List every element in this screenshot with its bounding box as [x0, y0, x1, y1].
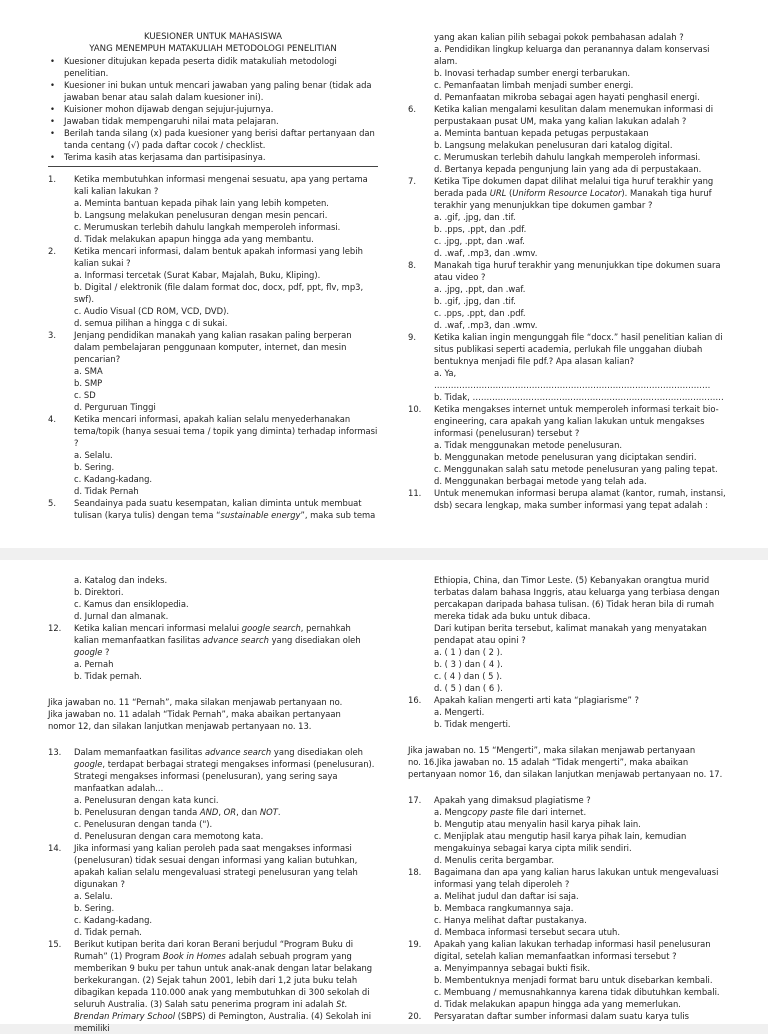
option-a[interactable]: a. Pendidikan lingkup keluarga dan peranannya dalam konservasi alam.	[434, 44, 710, 66]
question-text: yang akan kalian pilih sebagai pokok pembahasan adalah ?	[434, 32, 684, 42]
option-a[interactable]: a. Melihat judul dan daftar isi saja.	[434, 891, 579, 901]
option-d[interactable]: d. Menulis cerita bergambar.	[434, 855, 555, 865]
question-text: Dalam memanfaatkan fasilitas advance search yang disediakan oleh google, terdapat berbagai strategi mengakses informasi (penelusuran). Strategi mengakses informasi (penelusuran), yang sering saya manfaatkan adalah...	[74, 747, 375, 793]
question-text: Ketika Tipe dokumen dapat dilihat melalui tiga huruf terakhir yang berada pada URL (Uniform Resource Locator). Manakah tiga huruf terakhir yang menunjukkan tipe dokumen gambar ?	[434, 176, 714, 210]
option-a[interactable]: a. SMA	[74, 366, 103, 376]
bullet-icon: •	[50, 80, 55, 90]
instruction-item: • Berilah tanda silang (x) pada kuesioner yang berisi daftar pertanyaan dan tanda centang (√) pada daftar cocok / checklist.	[50, 128, 375, 150]
question-text: Apakah kalian mengerti arti kata “plagiarisme” ?	[434, 695, 639, 705]
question-text: Apakah yang dimaksud plagiatisme ?	[434, 795, 591, 805]
page1-right-column	[408, 31, 733, 511]
option-d[interactable]: d. Perguruan Tinggi	[74, 402, 156, 412]
option-c[interactable]: c. Hanya melihat daftar pustakanya.	[434, 915, 587, 925]
question-7: 7. Ketika Tipe dokumen dapat dilihat melalui tiga huruf terakhir yang berada pada URL (Uniform Resource Locator). Manakah tiga huruf terakhir yang menunjukkan tipe dokumen gambar ? a. .gif, .jpg, dan .tif. b. .pps, .ppt, dan .pdf. c. .jpg, .ppt, dan .waf. d. .waf, .mp3, dan .wmv.	[408, 175, 733, 259]
option-b[interactable]: b. SMP	[74, 378, 103, 388]
question-text: Ketika kalian ingin mengunggah file “docx.” hasil penelitian kalian di situs publikasi seperti academia, perlukah file unggahan diubah bentuknya menjadi file pdf.? Apa alasan kalian?	[434, 332, 723, 366]
skip-note-line: Jika jawaban no. 15 “Mengerti”, maka silakan menjawab pertanyaan	[408, 745, 696, 755]
skip-note-line: nomor 12, dan silakan lanjutkan menjawab pertanyaan no. 13.	[48, 721, 312, 731]
question-text: Jika informasi yang kalian peroleh pada saat mengakses informasi (penelusuran) tidak sesuai dengan informasi yang kalian butuhkan, apakah kalian selalu mengevaluasi strategi penelusuran yang telah digunakan ?	[74, 843, 358, 889]
option-b[interactable]: b. Direktori.	[74, 587, 124, 597]
question-13: 13. Dalam memanfaatkan fasilitas advance search yang disediakan oleh google, terdapat berbagai strategi mengakses informasi (penelusuran). Strategi mengakses informasi (penelusuran), yang sering saya manfaatkan adalah... a. Penelusuran dengan kata kunci. b. Penelusuran dengan tanda AND, OR, dan NOT. c. Penelusuran dengan tanda ("). d. Penelusuran dengan cara memotong kata.	[48, 746, 378, 842]
question-text: Ketika kalian mengalami kesulitan dalam menemukan informasi di perpustakaan pusat UM, maka yang kalian lakukan adalah ?	[434, 104, 714, 126]
option-b[interactable]: b. .pps, .ppt, dan .pdf.	[434, 224, 527, 234]
option-b[interactable]: b. Langsung melakukan penelusuran dengan mesin pencari.	[74, 210, 328, 220]
question-text: Manakah tiga huruf terakhir yang menunjukkan tipe dokumen suara atau video ?	[434, 260, 721, 282]
question-4: 4. Ketika mencari informasi, apakah kalian selalu menyederhanakan tema/topik (hanya sesuai tema / topik yang diminta) terhadap informasi ? a. Selalu. b. Sering. c. Kadang-kadang. d. Tidak Pernah	[48, 414, 378, 496]
option-c[interactable]: c. Kadang-kadang.	[74, 915, 153, 925]
skip-note-line: Jika jawaban no. 11 “Pernah”, maka silakan menjawab pertanyaan no.	[48, 697, 343, 707]
question-20: 20. Persyaratan daftar sumber informasi dalam suatu karya tulis	[408, 1010, 738, 1022]
question-text: Ketika mencari informasi, apakah kalian selalu menyederhanakan tema/topik (hanya sesuai tema / topik yang diminta) terhadap informasi ?	[74, 414, 378, 448]
question-text: Untuk menemukan informasi berupa alamat (kantor, rumah, instansi, dsb) secara lengkap, maka sumber informasi yang tepat adalah :	[434, 488, 726, 510]
option-c[interactable]: c. Kamus dan ensiklopedia.	[74, 599, 189, 609]
question-text: Bagaimana dan apa yang kalian harus lakukan untuk mengevaluasi informasi yang telah diperoleh ?	[434, 867, 719, 889]
question-19: 19. Apakah yang kalian lakukan terhadap informasi hasil penelusuran digital, setelah kalian memanfaatkan informasi tersebut ? a. Menyimpannya sebagai bukti fisik. b. Membentuknya menjadi format baru untuk disebarkan kembali. c. Membuang / memusnahkannya karena tidak dibutuhkan kembali. d. Tidak melakukan apapun hingga ada yang memerlukan.	[408, 938, 738, 1010]
option-a[interactable]: a. Mengerti.	[434, 707, 485, 717]
bullet-icon: •	[50, 116, 55, 126]
option-a[interactable]: a. Mengcopy paste file dari internet.	[434, 807, 587, 817]
question-3: 3. Jenjang pendidikan manakah yang kalian rasakan paling berperan dalam pembelajaran penggunaan komputer, internet, dan mesin pencarian? a. SMA b. SMP c. SD d. Perguruan Tinggi	[48, 329, 378, 413]
option-d[interactable]: d. .waf, .mp3, dan .wmv.	[434, 320, 538, 330]
skip-note-line: Jika jawaban no. 11 adalah “Tidak Pernah”, maka abaikan pertanyaan	[48, 709, 341, 719]
bullet-icon: •	[50, 128, 55, 138]
option-c[interactable]: c. Merumuskan terlebih dahulu langkah memperoleh informasi.	[434, 152, 701, 162]
question-12: 12. Ketika kalian mencari informasi melalui google search, pernahkah kalian memanfaatkan fasilitas advance search yang disediakan oleh google ? a. Pernah b. Tidak pernah.	[48, 622, 378, 682]
instruction-item: • Kuesioner ditujukan kepada peserta didik matakuliah metodologi penelitian.	[50, 56, 337, 78]
question-text: Berikut kutipan berita dari koran Berani berjudul “Program Buku di Rumah” (1) Program Book in Homes adalah sebuah program yang memberikan 9 buku per tahun untuk anak-anak dengan latar belakang berkekurangan. (2) Sejak tahun 2001, lebih dari 1,2 juta buku telah dibagikan kepada 110.000 anak yang membutuhkan di 300 sekolah di seluruh Australia. (3) Salah satu penerima program ini adalah St. Brendan Primary School (SBPS) di Pemington, Australia. (4) Sekolah ini memiliki	[74, 939, 373, 1033]
option-c[interactable]: c. Kadang-kadang.	[74, 474, 153, 484]
option-d[interactable]: d. Menggunakan berbagai metode yang telah ada.	[434, 476, 647, 486]
question-text: Apakah yang kalian lakukan terhadap informasi hasil penelusuran digital, setelah kalian memanfaatkan informasi tersebut ?	[434, 939, 711, 961]
option-a[interactable]: a. Ya, ………………………………………………………………………………………	[434, 368, 711, 390]
option-c[interactable]: c. Membuang / memusnahkannya karena tidak dibutuhkan kembali.	[434, 987, 720, 997]
question-text: Ketika membutuhkan informasi mengenai sesuatu, apa yang pertama kali kalian lakukan ?	[74, 174, 368, 196]
option-a[interactable]: a. ( 1 ) dan ( 2 ).	[434, 647, 503, 657]
bullet-icon: •	[50, 56, 55, 66]
instruction-item: • Kuisioner mohon dijawab dengan sejujur-jujurnya.	[50, 104, 274, 114]
option-b[interactable]: b. Tidak mengerti.	[434, 719, 511, 729]
question-text: Dari kutipan berita tersebut, kalimat manakah yang menyatakan pendapat atau opini ?	[434, 623, 707, 645]
option-c[interactable]: c. .pps, .ppt, dan .pdf.	[434, 308, 526, 318]
option-a[interactable]: a. Tidak menggunakan metode penelusuran.	[434, 440, 623, 450]
option-c[interactable]: c. Menjiplak atau mengutip hasil karya pihak lain, kemudian mengakuinya sebagai karya cipta milik sendiri.	[434, 831, 687, 853]
question-text: Ketika kalian mencari informasi melalui google search, pernahkah kalian memanfaatkan fasilitas advance search yang disediakan oleh google ?	[74, 623, 361, 657]
option-b[interactable]: b. ( 3 ) dan ( 4 ).	[434, 659, 503, 669]
question-16: 16. Apakah kalian mengerti arti kata “plagiarisme” ? a. Mengerti. b. Tidak mengerti.	[408, 694, 738, 730]
option-d[interactable]: d. Membaca informasi tersebut secara utuh.	[434, 927, 620, 937]
question-9: 9. Ketika kalian ingin mengunggah file “docx.” hasil penelitian kalian di situs publikasi seperti academia, perlukah file unggahan diubah bentuknya menjadi file pdf.? Apa alasan kalian? a. Ya, ……………………………………………………………………………………… b. Tidak, ………………………………………………………………………………	[408, 331, 733, 403]
option-d[interactable]: d. Tidak melakukan apapun hingga ada yang membantu.	[74, 234, 314, 244]
option-c[interactable]: c. Menggunakan salah satu metode penelusuran yang paling tepat.	[434, 464, 718, 474]
questionnaire-page-2	[0, 560, 768, 1033]
question-18: 18. Bagaimana dan apa yang kalian harus lakukan untuk mengevaluasi informasi yang telah diperoleh ? a. Melihat judul dan daftar isi saja. b. Membaca rangkumannya saja. c. Hanya melihat daftar pustakanya. d. Membaca informasi tersebut secara utuh.	[408, 866, 738, 938]
option-c[interactable]: c. SD	[74, 390, 96, 400]
question-17: 17. Apakah yang dimaksud plagiatisme ? a. Mengcopy paste file dari internet. b. Mengutip atau menyalin hasil karya pihak lain. c. Menjiplak atau mengutip hasil karya pihak lain, kemudian mengakuinya sebagai karya cipta milik sendiri. d. Menulis cerita bergambar.	[408, 794, 738, 866]
question-text: Persyaratan daftar sumber informasi dalam suatu karya tulis	[434, 1011, 690, 1021]
option-d[interactable]: d. Tidak Pernah	[74, 486, 139, 496]
option-c[interactable]: c. Pemanfaatan limbah menjadi sumber energi.	[434, 80, 634, 90]
question-1: 1. Ketika membutuhkan informasi mengenai sesuatu, apa yang pertama kali kalian lakukan ? a. Meminta bantuan kepada pihak lain yang lebih kompeten. b. Langsung melakukan penelusuran dengan mesin pencari. c. Merumuskan terlebih dahulu langkah memperoleh informasi. d. Tidak melakukan apapun hingga ada yang membantu.	[48, 173, 378, 245]
option-d[interactable]: d. Tidak melakukan apapun hingga ada yang memerlukan.	[434, 999, 681, 1009]
question-10: 10. Ketika mengakses internet untuk memperoleh informasi terkait bio-engineering, cara apakah yang kalian lakukan untuk mengakses informasi (penelusuran) tersebut ? a. Tidak menggunakan metode penelusuran. b. Menggunakan metode penelusuran yang diciptakan sendiri. c. Menggunakan salah satu metode penelusuran yang paling tepat. d. Menggunakan berbagai metode yang telah ada.	[408, 403, 733, 487]
option-a[interactable]: a. Pernah	[74, 659, 114, 669]
option-c[interactable]: c. .jpg, .ppt, dan .waf.	[434, 236, 525, 246]
question-8: 8. Manakah tiga huruf terakhir yang menunjukkan tipe dokumen suara atau video ? a. .jpg, .ppt, dan .waf. b. .gif, .jpg, dan .tif. c. .pps, .ppt, dan .pdf. d. .waf, .mp3, dan .wmv.	[408, 259, 733, 331]
option-b[interactable]: b. Mengutip atau menyalin hasil karya pihak lain.	[434, 819, 641, 829]
option-b[interactable]: b. Penelusuran dengan tanda AND, OR, dan NOT.	[74, 807, 281, 817]
option-a[interactable]: a. Meminta bantuan kepada pihak lain yang lebih kompeten.	[74, 198, 329, 208]
instruction-item: • Terima kasih atas kerjasama dan partisipasinya.	[50, 152, 266, 162]
option-b[interactable]: b. Inovasi terhadap sumber energi terbarukan.	[434, 68, 631, 78]
option-b[interactable]: b. Langsung melakukan penelusuran dari katalog digital.	[434, 140, 673, 150]
option-b[interactable]: b. Digital / elektronik (file dalam format doc, docx, pdf, ppt, flv, mp3, swf).	[74, 282, 364, 304]
bullet-icon: •	[50, 152, 55, 162]
question-6: 6. Ketika kalian mengalami kesulitan dalam menemukan informasi di perpustakaan pusat UM, maka yang kalian lakukan adalah ? a. Meminta bantuan kepada petugas perpustakaan b. Langsung melakukan penelusuran dari katalog digital. c. Merumuskan terlebih dahulu langkah memperoleh informasi. d. Bertanya kepada pengunjung lain yang ada di perpustakaan.	[408, 103, 733, 175]
option-b[interactable]: b. Menggunakan metode penelusuran yang diciptakan sendiri.	[434, 452, 697, 462]
option-d[interactable]: d. Pemanfaatan mikroba sebagai agen hayati penghasil energi.	[434, 92, 700, 102]
option-a[interactable]: a. Selalu.	[74, 450, 113, 460]
option-d[interactable]: d. Jurnal dan almanak.	[74, 611, 169, 621]
option-b[interactable]: b. .gif, .jpg, dan .tif.	[434, 296, 516, 306]
option-a[interactable]: a. Meminta bantuan kepada petugas perpustakaan	[434, 128, 649, 138]
skip-note-line: no. 16.Jika jawaban no. 15 adalah “Tidak mengerti”, maka abaikan	[408, 757, 689, 767]
question-14: 14. Jika informasi yang kalian peroleh pada saat mengakses informasi (penelusuran) tidak sesuai dengan informasi yang kalian butuhkan, apakah kalian selalu mengevaluasi strategi penelusuran yang telah digunakan ? a. Selalu. b. Sering. c. Kadang-kadang. d. Tidak pernah.	[48, 842, 378, 938]
option-c[interactable]: c. Penelusuran dengan tanda (").	[74, 819, 213, 829]
passage-text: Ethiopia, China, dan Timor Leste. (5) Kebanyakan orangtua murid terbatas dalam bahasa Inggris, atau keluarga yang terbiasa dengan percakapan daripada bahasa tulisan. (6) Tidak heran bila di rumah mereka tidak ada buku untuk dibaca.	[434, 575, 720, 621]
instruction-item: • Kuesioner ini bukan untuk mencari jawaban yang paling benar (tidak ada jawaban benar atau salah dalam kuesioner ini).	[50, 80, 372, 102]
title-line-2: YANG MENEMPUH MATAKULIAH METODOLOGI PENELITIAN	[89, 44, 337, 54]
option-b[interactable]: b. Sering.	[74, 462, 115, 472]
option-b[interactable]: b. Sering.	[74, 903, 115, 913]
page2-left-column	[48, 574, 378, 1034]
option-d[interactable]: d. ( 5 ) dan ( 6 ).	[434, 683, 503, 693]
option-d[interactable]: d. semua pilihan a hingga c di sukai.	[74, 318, 228, 328]
option-d[interactable]: d. Penelusuran dengan cara memotong kata.	[74, 831, 264, 841]
title-line-1: KUESIONER UNTUK MAHASISWA	[143, 32, 283, 42]
option-c[interactable]: c. ( 4 ) dan ( 5 ).	[434, 671, 503, 681]
option-a[interactable]: a. Penelusuran dengan kata kunci.	[74, 795, 219, 805]
question-5-continued	[408, 31, 733, 103]
page2-right-column	[408, 574, 738, 1022]
question-15-continued	[408, 574, 738, 694]
option-b[interactable]: b. Tidak pernah.	[74, 671, 142, 681]
option-d[interactable]: d. Bertanya kepada pengunjung lain yang ada di perpustakaan.	[434, 164, 702, 174]
question-text: Ketika mengakses internet untuk memperoleh informasi terkait bio-engineering, cara apakah yang kalian lakukan untuk mengakses informasi (penelusuran) tersebut ?	[434, 404, 719, 438]
option-c[interactable]: c. Merumuskan terlebih dahulu langkah memperoleh informasi.	[74, 222, 341, 232]
option-a[interactable]: a. .gif, .jpg, dan .tif.	[434, 212, 516, 222]
page1-left-column	[48, 31, 378, 521]
question-11: 11. Untuk menemukan informasi berupa alamat (kantor, rumah, instansi, dsb) secara lengkap, maka sumber informasi yang tepat adalah :	[408, 487, 733, 511]
skip-note-line: pertanyaan nomor 16, dan silakan lanjutkan menjawab pertanyaan no. 17.	[408, 769, 723, 779]
question-2: 2. Ketika mencari informasi, dalam bentuk apakah informasi yang lebih kalian sukai ? a. Informasi tercetak (Surat Kabar, Majalah, Buku, Kliping). b. Digital / elektronik (file dalam format doc, docx, pdf, ppt, flv, mp3, swf). c. Audio Visual (CD ROM, VCD, DVD). d. semua pilihan a hingga c di sukai.	[48, 245, 378, 329]
option-a[interactable]: a. Selalu.	[74, 891, 113, 901]
question-text: Ketika mencari informasi, dalam bentuk apakah informasi yang lebih kalian sukai ?	[74, 246, 363, 268]
question-5: 5. Seandainya pada suatu kesempatan, kalian diminta untuk membuat tulisan (karya tulis) dengan tema “sustainable energy”, maka sub tema	[48, 497, 378, 521]
bullet-icon: •	[50, 104, 55, 114]
option-d[interactable]: d. .waf, .mp3, dan .wmv.	[434, 248, 538, 258]
question-text: Jenjang pendidikan manakah yang kalian rasakan paling berperan dalam pembelajaran penggunaan komputer, internet, dan mesin pencarian?	[74, 330, 352, 364]
option-b[interactable]: b. Membaca rangkumannya saja.	[434, 903, 574, 913]
question-text: Seandainya pada suatu kesempatan, kalian diminta untuk membuat tulisan (karya tulis) dengan tema “sustainable energy”, maka sub tema	[74, 498, 376, 520]
option-c[interactable]: c. Audio Visual (CD ROM, VCD, DVD).	[74, 306, 230, 316]
instruction-item: • Jawaban tidak mempengaruhi nilai mata pelajaran.	[50, 116, 279, 126]
option-b[interactable]: b. Membentuknya menjadi format baru untuk disebarkan kembali.	[434, 975, 713, 985]
option-a[interactable]: a. Menyimpannya sebagai bukti fisik.	[434, 963, 591, 973]
question-15: 15. Berikut kutipan berita dari koran Berani berjudul “Program Buku di Rumah” (1) Program Book in Homes adalah sebuah program yang memberikan 9 buku per tahun untuk anak-anak dengan latar belakang berkekurangan. (2) Sejak tahun 2001, lebih dari 1,2 juta buku telah dibagikan kepada 110.000 anak yang membutuhkan di 300 sekolah di seluruh Australia. (3) Salah satu penerima program ini adalah St. Brendan Primary School (SBPS) di Pemington, Australia. (4) Sekolah ini memiliki	[48, 938, 378, 1034]
option-b[interactable]: b. Tidak, ………………………………………………………………………………	[434, 392, 724, 402]
option-a[interactable]: a. .jpg, .ppt, dan .waf.	[434, 284, 526, 294]
divider	[48, 166, 378, 167]
option-a[interactable]: a. Katalog dan indeks.	[74, 575, 168, 585]
option-d[interactable]: d. Tidak pernah.	[74, 927, 142, 937]
question-11-continued	[48, 574, 378, 622]
option-a[interactable]: a. Informasi tercetak (Surat Kabar, Majalah, Buku, Kliping).	[74, 270, 321, 280]
